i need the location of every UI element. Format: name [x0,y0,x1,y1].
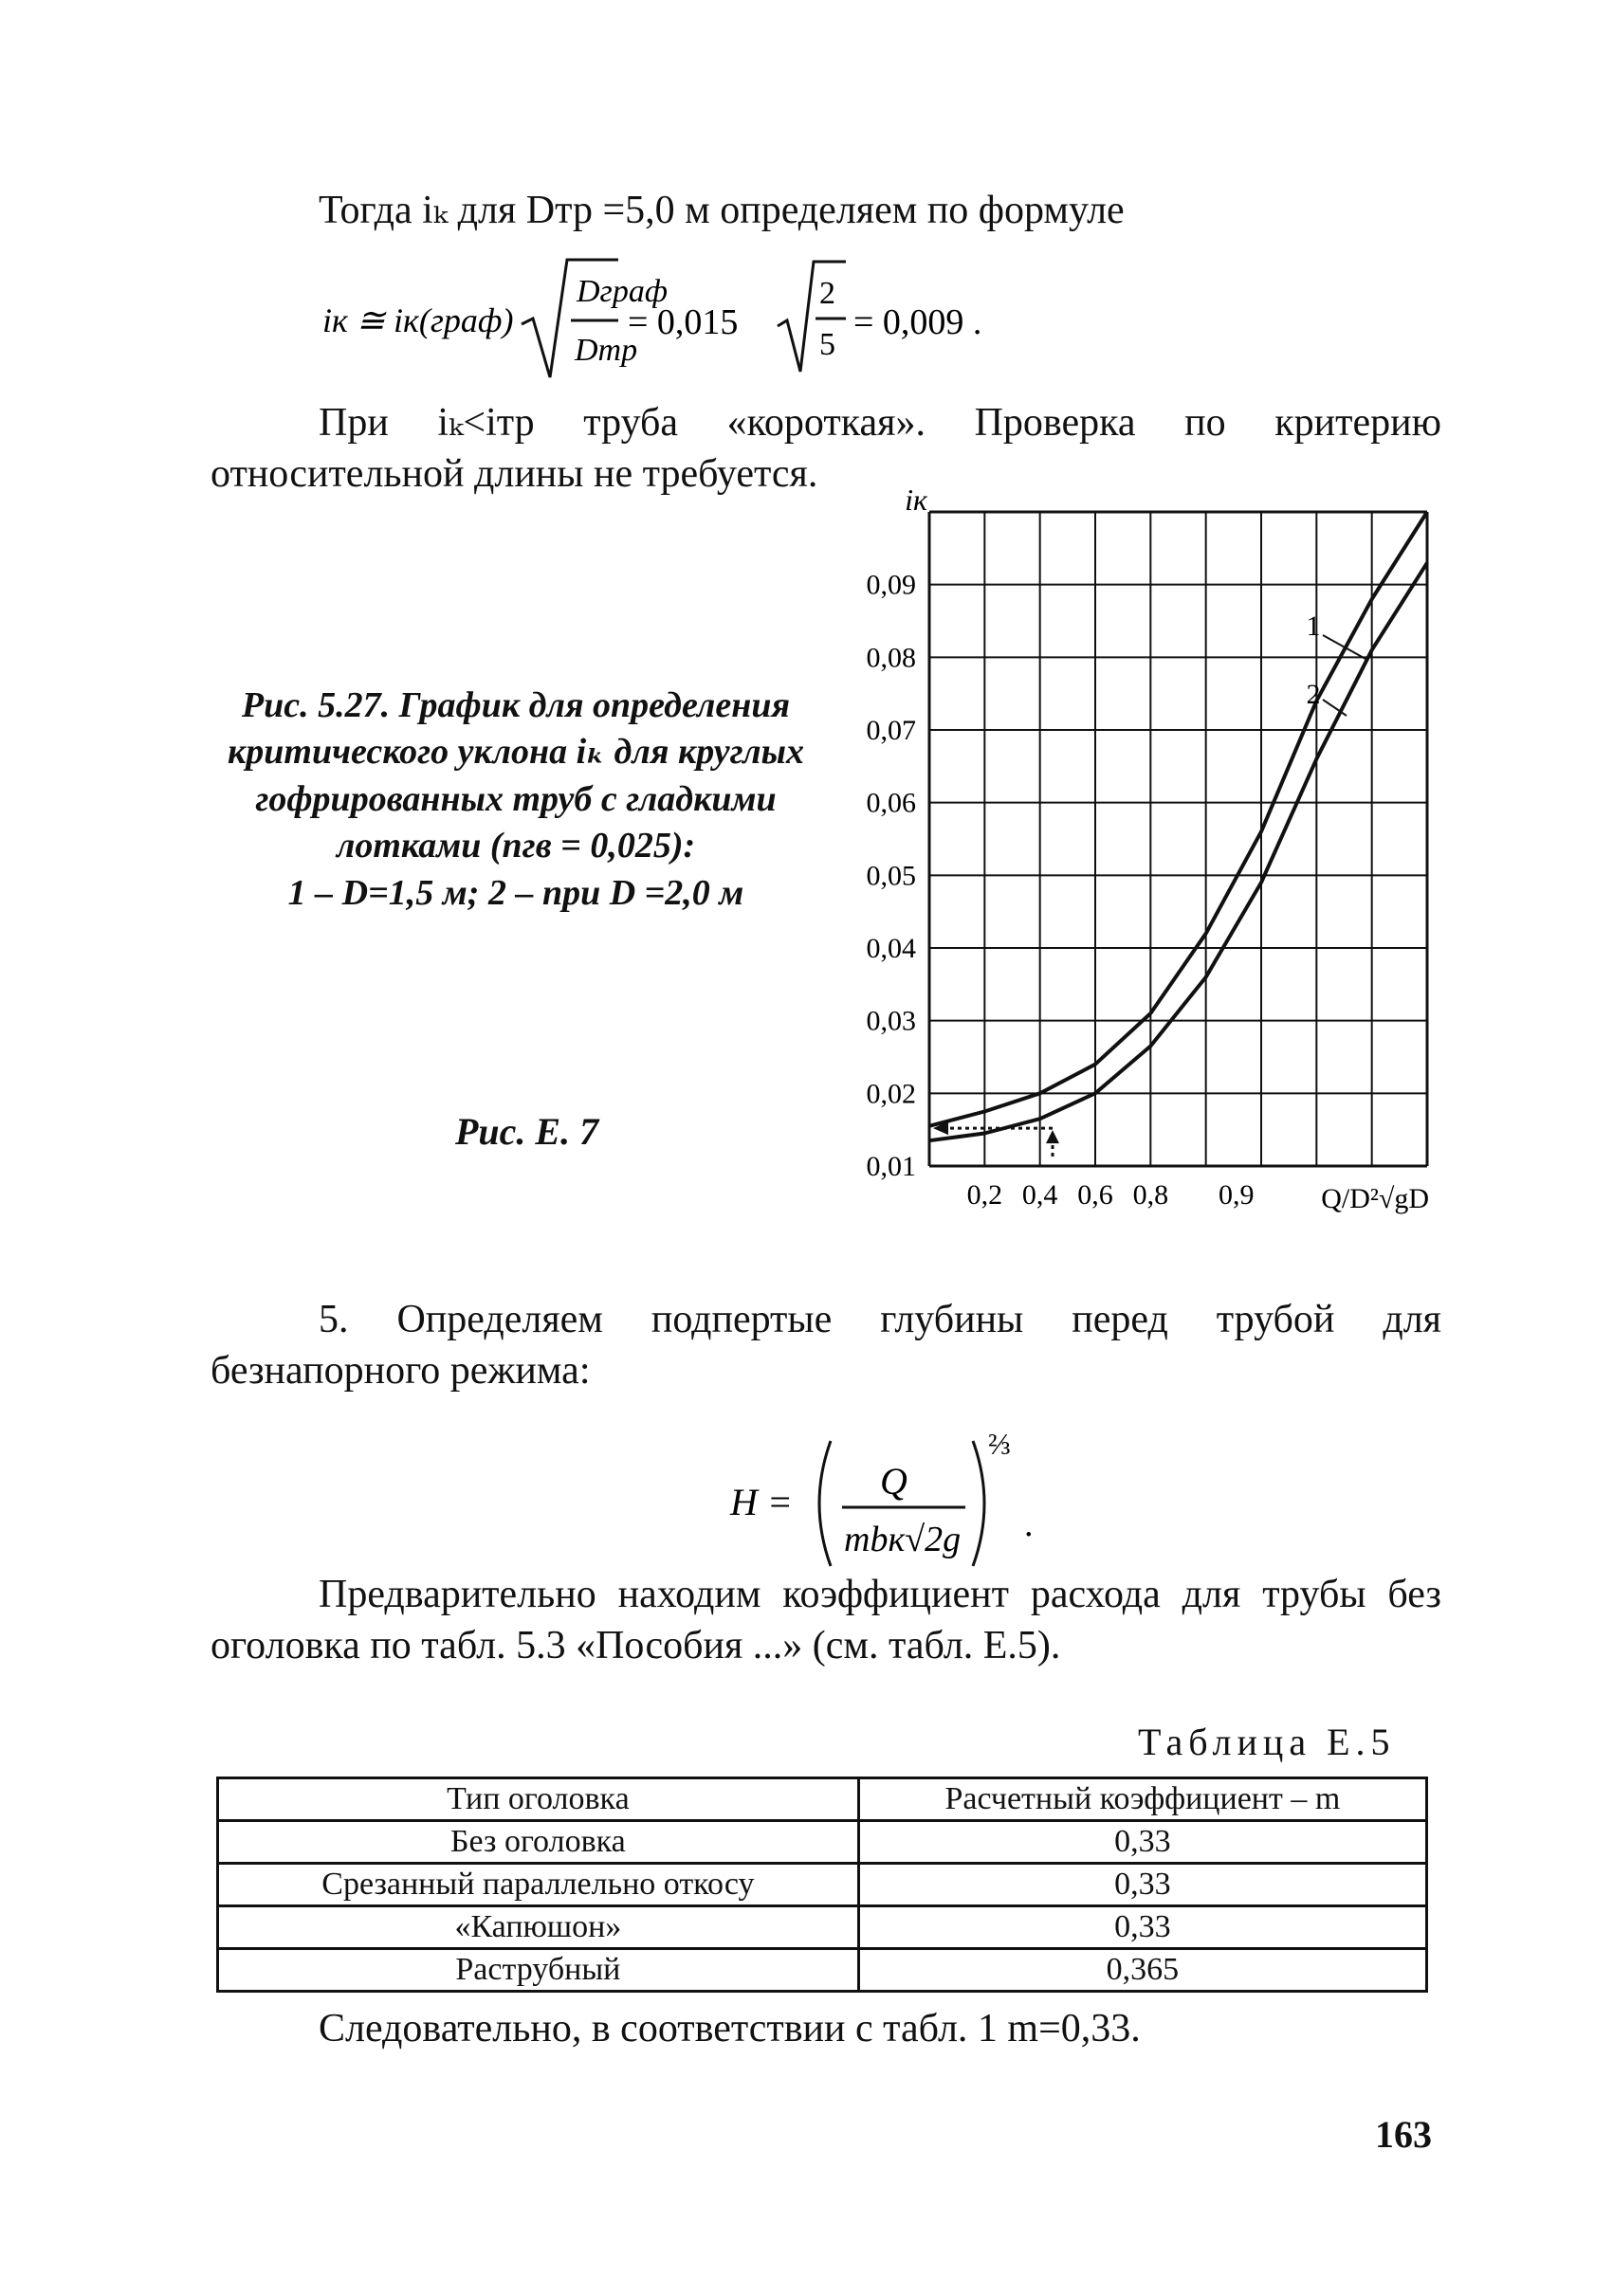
formula1-sqrt-den: 5 [819,327,835,362]
chart-y-axis-label: iк [905,483,927,517]
chart-x-axis-label: Q/D²√gD [1321,1183,1429,1214]
chart-x-tick-label: 0,4 [1021,1179,1058,1211]
table-row [218,1864,1427,1906]
chart-leader-line [1323,635,1366,659]
conclusion-line: Следовательно, в соответствии с табл. 1 m=0,33. [319,2007,1141,2050]
figure-caption-line4: лотками (nгв = 0,025): [336,826,696,866]
table-cell: 0,33 [858,1821,1426,1864]
formula-critical-slope [322,248,1043,391]
formula1-radical-2 [778,262,846,372]
chart-series-label: 1 [1306,610,1321,642]
table-cell: Без оголовка [218,1821,859,1864]
table-title: Таблица Е.5 [1138,1721,1396,1763]
para1-line2: относительной длины не требуется. [211,452,818,496]
chart-series-line-2 [929,563,1427,1140]
table-row [218,1949,1427,1992]
formula2-lhs: H = [730,1481,793,1523]
formula1-lhs: iк ≅ iк(граф) [322,301,514,339]
chart-y-tick-label: 0,01 [866,1151,916,1182]
para3-line2: оголовка по табл. 5.3 «Пособия ...» (см. табл. Е.5). [211,1624,1061,1667]
coefficient-table [216,1777,1428,1993]
formula1-result: = 0,009 . [853,302,982,342]
table-cell: Раструбный [218,1949,859,1992]
formula-backwater-depth [721,1422,1062,1583]
figure-caption-line5: 1 – D=1,5 м; 2 – при D =2,0 м [287,872,744,913]
chart-y-tick-label: 0,07 [866,715,916,746]
para1-line1: При iₖ<iтр труба «короткая». Проверка по критерию [319,401,1441,445]
chart-x-tick-label: 0,9 [1219,1179,1255,1211]
table-row [218,1821,1427,1864]
formula1-frac-den: Dтр [575,333,638,368]
formula1-eq1: = 0,015 [628,302,739,342]
para2-line1: 5. Определяем подпертые глубины перед трубой для [319,1298,1441,1341]
table-header-cell: Расчетный коэффициент – m [858,1778,1426,1821]
chart-y-tick-label: 0,05 [866,860,916,892]
page-number: 163 [1375,2113,1432,2156]
table-header-cell: Тип оголовка [218,1778,859,1821]
para2-line2: безнапорного режима: [211,1349,591,1393]
figure-caption-line1: Рис. 5.27. График для определения [241,685,791,725]
table-row [218,1906,1427,1949]
chart-y-tick-label: 0,03 [866,1005,916,1037]
figure-reference: Рис. Е. 7 [455,1110,599,1153]
formula2-den: mbк√2g [844,1520,962,1559]
chart-y-tick-label: 0,08 [866,642,916,674]
chart-y-tick-label: 0,06 [866,787,916,819]
table-cell: «Капюшон» [218,1906,859,1949]
figure-caption-line2: критического уклона iₖ для круглых [228,732,804,773]
formula2-right-paren [973,1441,984,1566]
table-header-row [218,1778,1427,1821]
figure-caption-line3: гофрированных труб с гладкими [255,778,777,819]
chart-series-line-1 [929,512,1427,1126]
chart-x-tick-label: 0,2 [966,1179,1003,1211]
table-cell: Срезанный параллельно откосу [218,1864,859,1906]
chart-arrowhead [1046,1130,1059,1143]
chart-series-label: 2 [1306,679,1321,710]
chart-x-tick-label: 0,6 [1077,1179,1113,1211]
table-cell: 0,33 [858,1906,1426,1949]
formula2-num: Q [880,1460,907,1503]
formula1-sqrt-num: 2 [819,276,835,311]
formula2-period: . [1024,1504,1034,1544]
critical-slope-chart [834,483,1479,1242]
chart-y-tick-label: 0,04 [866,933,916,964]
formula1-frac-num: Dграф [577,274,668,309]
intro-line: Тогда iₖ для Dтр =5,0 м определяем по формуле [319,189,1125,232]
formula2-exponent: ⅔ [988,1427,1011,1461]
chart-y-tick-label: 0,09 [866,569,916,601]
para3-line1: Предварительно находим коэффициент расхода для трубы без [319,1573,1441,1616]
table-cell: 0,365 [858,1949,1426,1992]
chart-y-tick-label: 0,02 [866,1078,916,1110]
table-cell: 0,33 [858,1864,1426,1906]
figure-caption [203,683,829,917]
chart-x-tick-label: 0,8 [1132,1179,1169,1211]
formula2-left-paren [819,1441,831,1566]
